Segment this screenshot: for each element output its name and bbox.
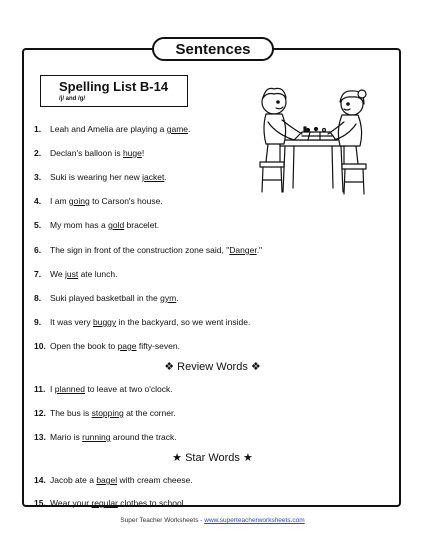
sentence-5: 5. My mom has a gold bracelet. (34, 220, 160, 230)
kids-playing-chess-icon (258, 84, 368, 196)
star-words-heading: ★ Star Words ★ (172, 452, 253, 464)
sentence-11: 11. I planned to leave at two o'clock. (34, 384, 173, 394)
spelling-word: just (64, 269, 79, 279)
footer-brand: Super Teacher Worksheets - (120, 517, 205, 524)
sentence-1: 1. Leah and Amelia are playing a game. (34, 124, 191, 134)
spelling-word: bagel (96, 475, 118, 485)
review-words-heading: ❖ Review Words ❖ (164, 361, 261, 373)
spelling-word: buggy (92, 317, 117, 327)
sentence-4: 4. I am going to Carson's house. (34, 196, 163, 206)
spelling-list-box (40, 75, 188, 107)
spelling-list-title: Spelling List B-14 (59, 79, 169, 94)
page-title: Sentences (152, 37, 274, 61)
sentence-8: 8. Suki played basketball in the gym. (34, 293, 179, 303)
spelling-word: running (82, 432, 111, 442)
sentence-3: 3. Suki is wearing her new jacket. (34, 172, 167, 182)
spelling-list-subtitle: /j/ and /g/ (59, 96, 86, 102)
spelling-word: huge (122, 148, 142, 158)
spelling-word: regular (91, 498, 118, 508)
spelling-word: gym (160, 293, 177, 303)
sentence-7: 7. We just ate lunch. (34, 269, 118, 279)
spelling-word: jacket (142, 172, 165, 182)
spelling-word: planned (54, 384, 85, 394)
spelling-word: gold (108, 220, 125, 230)
spelling-word: stopping (91, 408, 124, 418)
sentence-9: 9. It was very buggy in the backyard, so we went inside. (34, 317, 251, 327)
spelling-word: Danger (229, 245, 257, 255)
spelling-word: page (117, 341, 137, 351)
footer-link[interactable]: www.superteacherworksheets.com (204, 517, 305, 524)
sentence-13: 13. Mario is running around the track. (34, 432, 177, 442)
spelling-word: going (68, 196, 90, 206)
sentence-14: 14. Jacob ate a bagel with cream cheese. (34, 475, 193, 485)
sentence-10: 10. Open the book to page fifty-seven. (34, 341, 180, 351)
spelling-word: game (166, 124, 188, 134)
sentence-6: 6. The sign in front of the construction zone said, "Danger." (34, 245, 263, 255)
sentence-15: 15. Wear your regular clothes to school. (34, 498, 186, 508)
sentence-2: 2. Declan's balloon is huge! (34, 148, 145, 158)
sentence-12: 12. The bus is stopping at the corner. (34, 408, 176, 418)
footer (0, 517, 425, 524)
